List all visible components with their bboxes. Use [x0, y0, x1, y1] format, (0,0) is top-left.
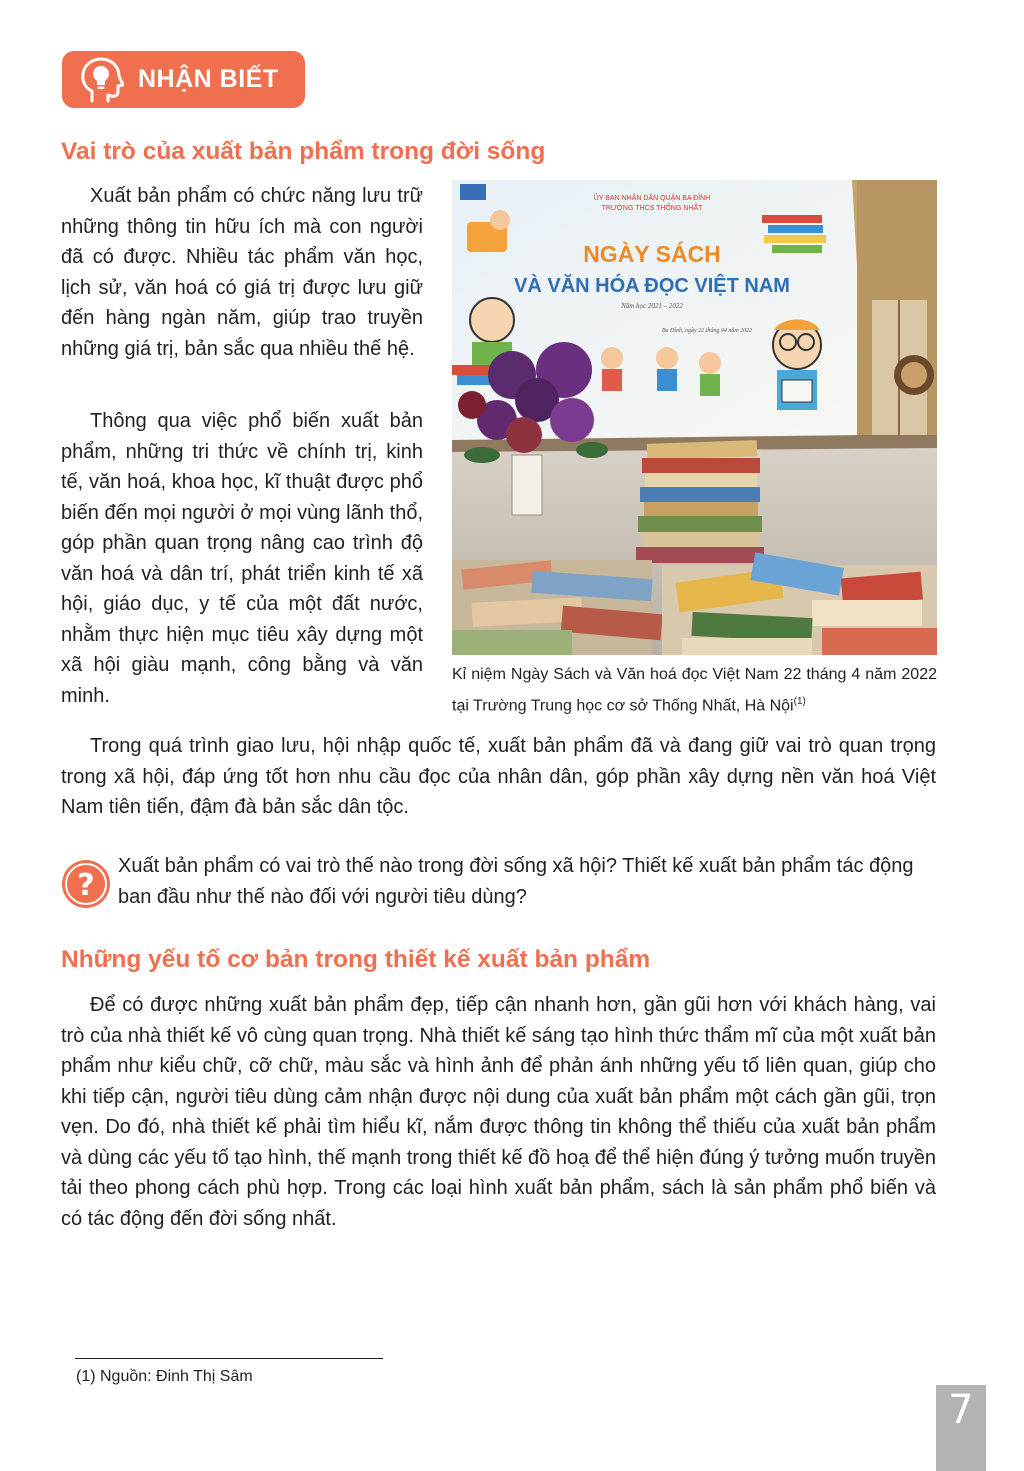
banner-title-line2: VÀ VĂN HÓA ĐỌC VIỆT NAM — [514, 275, 790, 297]
footnote-author: Đinh Thị Sâm — [156, 1368, 253, 1385]
paragraph-designer-role: Để có được những xuất bản phẩm đẹp, tiếp cận nhanh hơn, gần gũi hơn với khách hàng, vai trò của nhà thiết kế vô cùng quan trọng. Nhà thiết kế sáng tạo hình thức thẩm mĩ của một xuất bản phẩm như kiểu chữ, cỡ chữ, màu sắc và hình ảnh để phản ánh những yếu tố liên quan, giúp cho khi tiếp cận, người tiêu dùng cảm nhận được nội dung của xuất bản phẩm một cách gần gũi, trọn vẹn. Do đó, nhà thiết kế phải tìm hiểu kĩ, nắm được thông tin không thể thiếu của xuất bản phẩm và dùng các yếu tố tạo hình, thế mạnh trong thiết kế đồ hoạ để thể hiện đúng ý tưởng muốn truyền tải theo phong cách phù hợp. Trong các loại hình xuất bản phẩm, sách là sản phẩm phổ biến và có tác động đến đời sống nhất. — [61, 994, 936, 1230]
section-heading-role: Vai trò của xuất bản phẩm trong đời sống — [61, 138, 546, 165]
book-day-photo — [452, 180, 937, 655]
review-question: Xuất bản phẩm có vai trò thế nào trong đời sống xã hội? Thiết kế xuất bản phẩm tác động ban đầu như thế nào đối với người tiêu dùng? — [118, 855, 914, 908]
banner-org-line2: TRƯỜNG THCS THỐNG NHẤT — [601, 205, 703, 212]
footnote — [76, 1368, 253, 1386]
footnote-divider — [75, 1358, 383, 1359]
banner-title-line1: NGÀY SÁCH — [583, 241, 721, 267]
question-mark-icon — [60, 858, 112, 910]
badge-label: NHẬN BIẾT — [138, 65, 279, 93]
section-heading-design: Những yếu tố cơ bản trong thiết kế xuất bản phẩm — [61, 946, 651, 973]
section-badge — [62, 51, 305, 108]
svg-text:?: ? — [77, 868, 95, 903]
head-lightbulb-icon — [78, 57, 124, 103]
banner-date: Ba Đình, ngày 22 tháng 04 năm 2022 — [661, 328, 753, 334]
footnote-prefix: (1) Nguồn: — [76, 1368, 157, 1385]
paragraph-storage: Xuất bản phẩm có chức năng lưu trữ những thông tin hữu ích mà con người đã có được. Nhiều tác phẩm văn học, lịch sử, văn hoá có giá trị được lưu giữ đến hàng ngàn năm, giúp trao truyền những giá trị, bản sắc qua nhiều thế hệ. — [61, 185, 423, 360]
banner-year: Năm học 2021 – 2022 — [621, 302, 683, 310]
paragraph-dissemination: Thông qua việc phổ biến xuất bản phẩm, những tri thức về chính trị, kinh tế, văn hoá, khoa học, kĩ thuật được phổ biến đến mọi người ở mọi vùng lãnh thổ, góp phần quan trọng nâng cao trình độ văn hoá và dân trí, phát triển kinh tế xã hội, giáo dục, y tế của một đất nước, nhằm thực hiện mục tiêu xây dựng một xã hội giàu mạnh, công bằng và văn minh. — [61, 410, 423, 707]
footnote-ref: (1) — [793, 696, 806, 707]
photo-caption-text: Kỉ niệm Ngày Sách và Văn hoá đọc Việt Nam 22 tháng 4 năm 2022 tại Trường Trung học cơ sở Thống Nhất, Hà Nội — [452, 666, 937, 715]
paragraph-integration: Trong quá trình giao lưu, hội nhập quốc tế, xuất bản phẩm đã và đang giữ vai trò quan trọng trong xã hội, đáp ứng tốt hơn nhu cầu đọc của nhân dân, góp phần xây dựng nền văn hoá Việt Nam tiên tiến, đậm đà bản sắc dân tộc. — [61, 735, 936, 818]
photo-caption — [452, 661, 937, 719]
page-number: 7 — [948, 1387, 974, 1433]
banner-org-line1: ỦY BAN NHÂN DÂN QUẬN BA ĐÌNH — [593, 195, 711, 202]
